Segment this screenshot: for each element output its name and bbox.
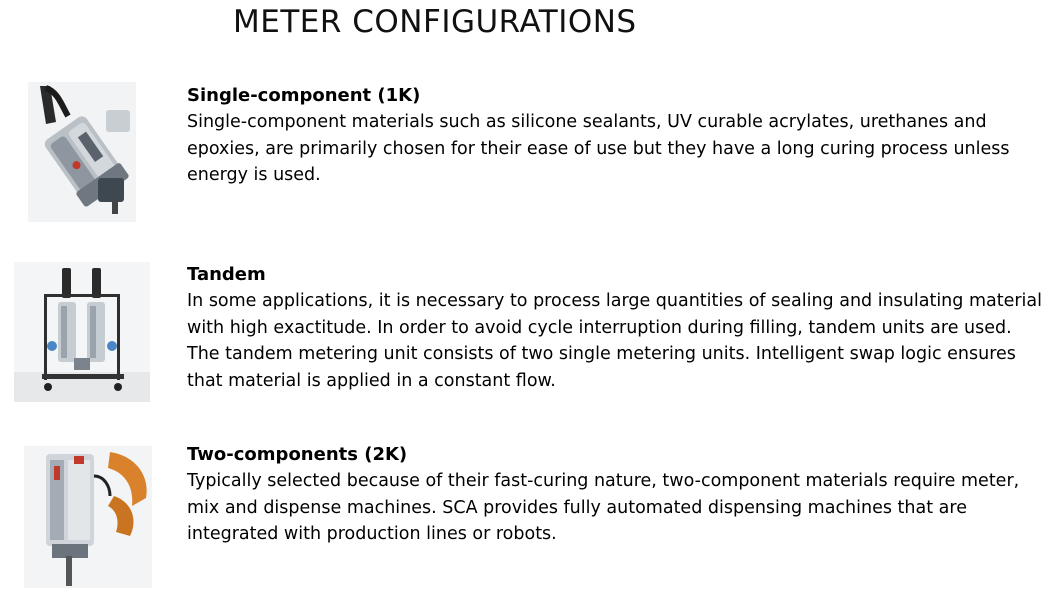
- item-heading: Tandem: [187, 264, 266, 285]
- tandem-meter-photo: [14, 262, 150, 402]
- single-component-meter-photo: [28, 82, 136, 222]
- page-title: METER CONFIGURATIONS: [233, 4, 637, 40]
- item-heading: Two-components (2K): [187, 444, 408, 465]
- item-body: Single-component materials such as silicone sealants, UV curable acrylates, urethanes and epoxies, are primarily chosen for their ease of use but they have a long curing process unless energy is used.: [187, 112, 1010, 185]
- item-two-components: [187, 442, 1049, 548]
- item-heading: Single-component (1K): [187, 85, 421, 106]
- item-body: Typically selected because of their fast-curing nature, two-component materials require meter, mix and dispense machines. SCA provides fully automated dispensing machines that are integrated with production lines or robots.: [187, 471, 1020, 544]
- two-component-meter-photo: [24, 446, 152, 588]
- item-single-component: [187, 83, 1049, 189]
- item-body: In some applications, it is necessary to process large quantities of sealing and insulating material with high exactitude. In order to avoid cycle interruption during filling, tandem units are used. The tandem metering unit consists of two single metering units. Intelligent swap logic ensures that material is applied in a constant flow.: [187, 291, 1042, 391]
- item-tandem: [187, 262, 1049, 394]
